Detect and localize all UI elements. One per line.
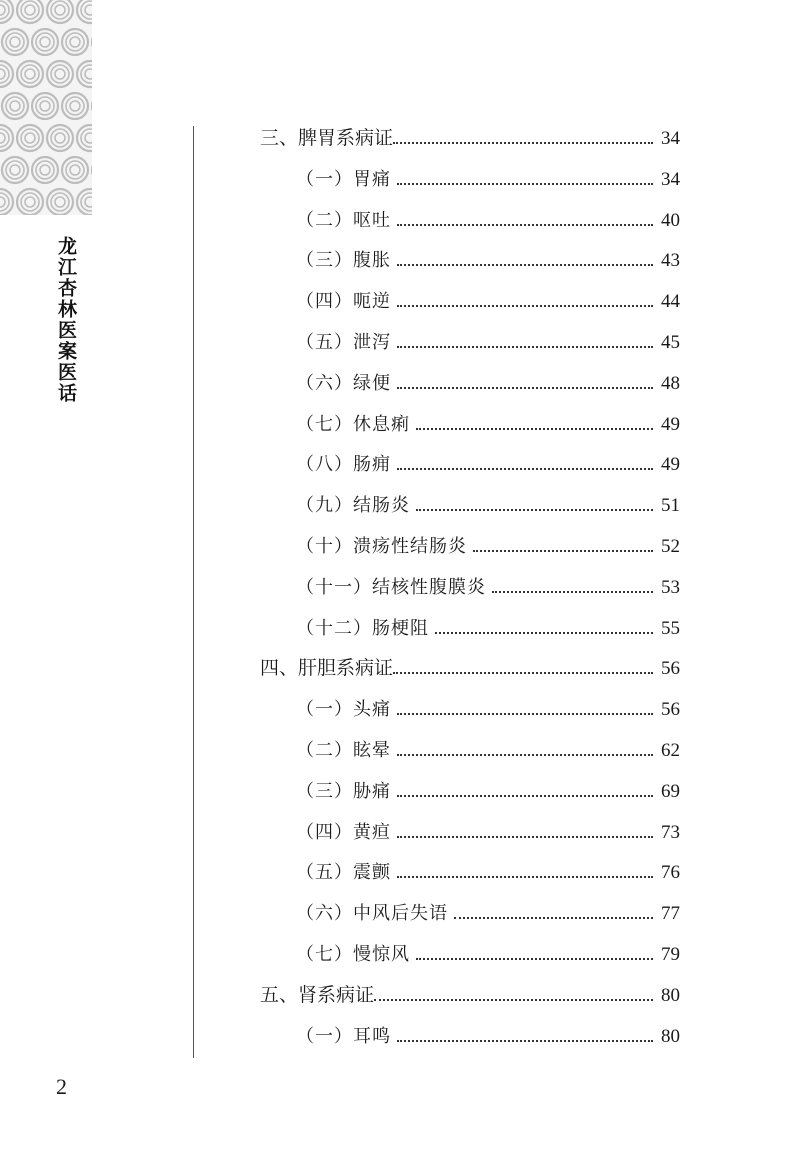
toc-entry-label: （一）头痛 <box>296 699 391 721</box>
toc-subsection-entry <box>296 369 680 395</box>
toc-subsection-entry <box>296 246 680 272</box>
toc-subsection-entry <box>296 818 680 844</box>
toc-entry-page: 44 <box>661 291 680 313</box>
toc-entry-page: 52 <box>661 536 680 557</box>
dot-leader <box>397 795 653 797</box>
toc-section-entry <box>260 124 680 150</box>
toc-entry-label: （一）耳鸣 <box>296 1025 391 1047</box>
dot-leader <box>397 387 653 389</box>
toc-entry-page: 73 <box>661 821 680 843</box>
book-title-text: 龙江杏林医案医话 <box>55 236 77 404</box>
dot-leader <box>397 713 653 715</box>
toc-subsection-entry <box>296 491 680 517</box>
dot-leader <box>416 428 653 430</box>
toc-entry-page: 55 <box>661 617 680 639</box>
dot-leader <box>397 836 653 838</box>
dot-leader <box>397 305 653 307</box>
dot-leader <box>397 346 653 348</box>
toc-subsection-entry <box>296 450 680 476</box>
toc-entry-label: （六）中风后失语 <box>296 903 448 925</box>
toc-subsection-entry <box>296 532 680 558</box>
dot-leader <box>397 876 653 878</box>
toc-entry-label: （三）胁痛 <box>296 780 391 802</box>
toc-subsection-entry <box>296 614 680 640</box>
toc-subsection-entry <box>296 777 680 803</box>
toc-entry-page: 34 <box>661 168 680 190</box>
toc-subsection-entry <box>296 165 680 191</box>
toc-subsection-entry <box>296 328 680 354</box>
toc-entry-page: 77 <box>661 903 680 925</box>
dot-leader <box>416 509 653 511</box>
dot-leader <box>454 917 653 919</box>
toc-entry-label: （二）呕吐 <box>296 209 391 231</box>
toc-entry-label: （九）结肠炎 <box>296 495 410 517</box>
toc-subsection-entry <box>296 1022 680 1048</box>
toc-entry-page: 53 <box>661 576 680 598</box>
toc-subsection-entry <box>296 858 680 884</box>
dot-leader <box>393 672 653 674</box>
toc-entry-label: 四、肝胆系病证 <box>260 657 394 680</box>
toc-entry-label: （八）肠痈 <box>296 454 391 476</box>
toc-entry-page: 62 <box>661 740 680 761</box>
toc-entry-page: 45 <box>661 332 680 353</box>
dot-leader <box>397 224 653 226</box>
dot-leader <box>393 142 653 144</box>
dot-leader <box>397 1040 653 1042</box>
toc-entry-page: 79 <box>661 944 680 965</box>
toc-entry-page: 49 <box>661 413 680 435</box>
toc-entry-label: （五）震颤 <box>296 862 391 884</box>
toc-entry-label: （十）溃疡性结肠炎 <box>296 536 467 557</box>
dot-leader <box>416 958 653 960</box>
toc-entry-page: 40 <box>661 209 680 231</box>
toc-entry-label: （二）眩晕 <box>296 740 391 761</box>
toc-entry-page: 49 <box>661 454 680 476</box>
toc-entry-label: （十二）肠梗阻 <box>296 617 429 639</box>
toc-section-entry <box>260 981 680 1007</box>
toc-entry-page: 43 <box>661 250 680 272</box>
toc-entry-label: 五、肾系病证 <box>260 983 375 1006</box>
toc-entry-label: （六）绿便 <box>296 372 391 394</box>
toc-entry-page: 51 <box>661 495 680 517</box>
toc-entry-label: （四）呃逆 <box>296 291 391 313</box>
toc-subsection-entry <box>296 287 680 313</box>
dot-leader <box>473 550 653 552</box>
toc-entry-page: 80 <box>661 984 680 1006</box>
dot-leader <box>397 264 653 266</box>
toc-subsection-entry <box>296 573 680 599</box>
page-number: 2 <box>56 1074 67 1099</box>
toc-entry-page: 34 <box>661 128 680 149</box>
toc-entry-label: （三）腹胀 <box>296 250 391 272</box>
toc-subsection-entry <box>296 410 680 436</box>
toc-entry-page: 76 <box>661 862 680 884</box>
dot-leader <box>397 468 653 470</box>
toc-entry-label: （七）慢惊风 <box>296 944 410 965</box>
toc-subsection-entry <box>296 736 680 762</box>
dot-leader <box>435 632 653 634</box>
toc-entry-label: （七）休息痢 <box>296 413 410 435</box>
toc-subsection-entry <box>296 899 680 925</box>
dot-leader <box>397 754 653 756</box>
toc-entry-page: 80 <box>661 1025 680 1047</box>
toc-subsection-entry <box>296 695 680 721</box>
toc-entry-label: （四）黄疸 <box>296 821 391 843</box>
dot-leader <box>492 591 653 593</box>
toc-entry-page: 48 <box>661 372 680 394</box>
dot-leader <box>397 183 653 185</box>
toc-subsection-entry <box>296 940 680 966</box>
toc-entry-page: 56 <box>661 699 680 721</box>
toc-entry-page: 56 <box>661 658 680 680</box>
toc-section-entry <box>260 654 680 680</box>
toc-entry-label: （五）泄泻 <box>296 332 391 353</box>
toc-entry-page: 69 <box>661 780 680 802</box>
toc-entry-label: 三、脾胃系病证 <box>260 127 394 149</box>
toc-entry-label: （十一）结核性腹膜炎 <box>296 576 486 598</box>
dot-leader <box>374 999 653 1001</box>
toc-entry-label: （一）胃痛 <box>296 168 391 190</box>
toc-subsection-entry <box>296 206 680 232</box>
